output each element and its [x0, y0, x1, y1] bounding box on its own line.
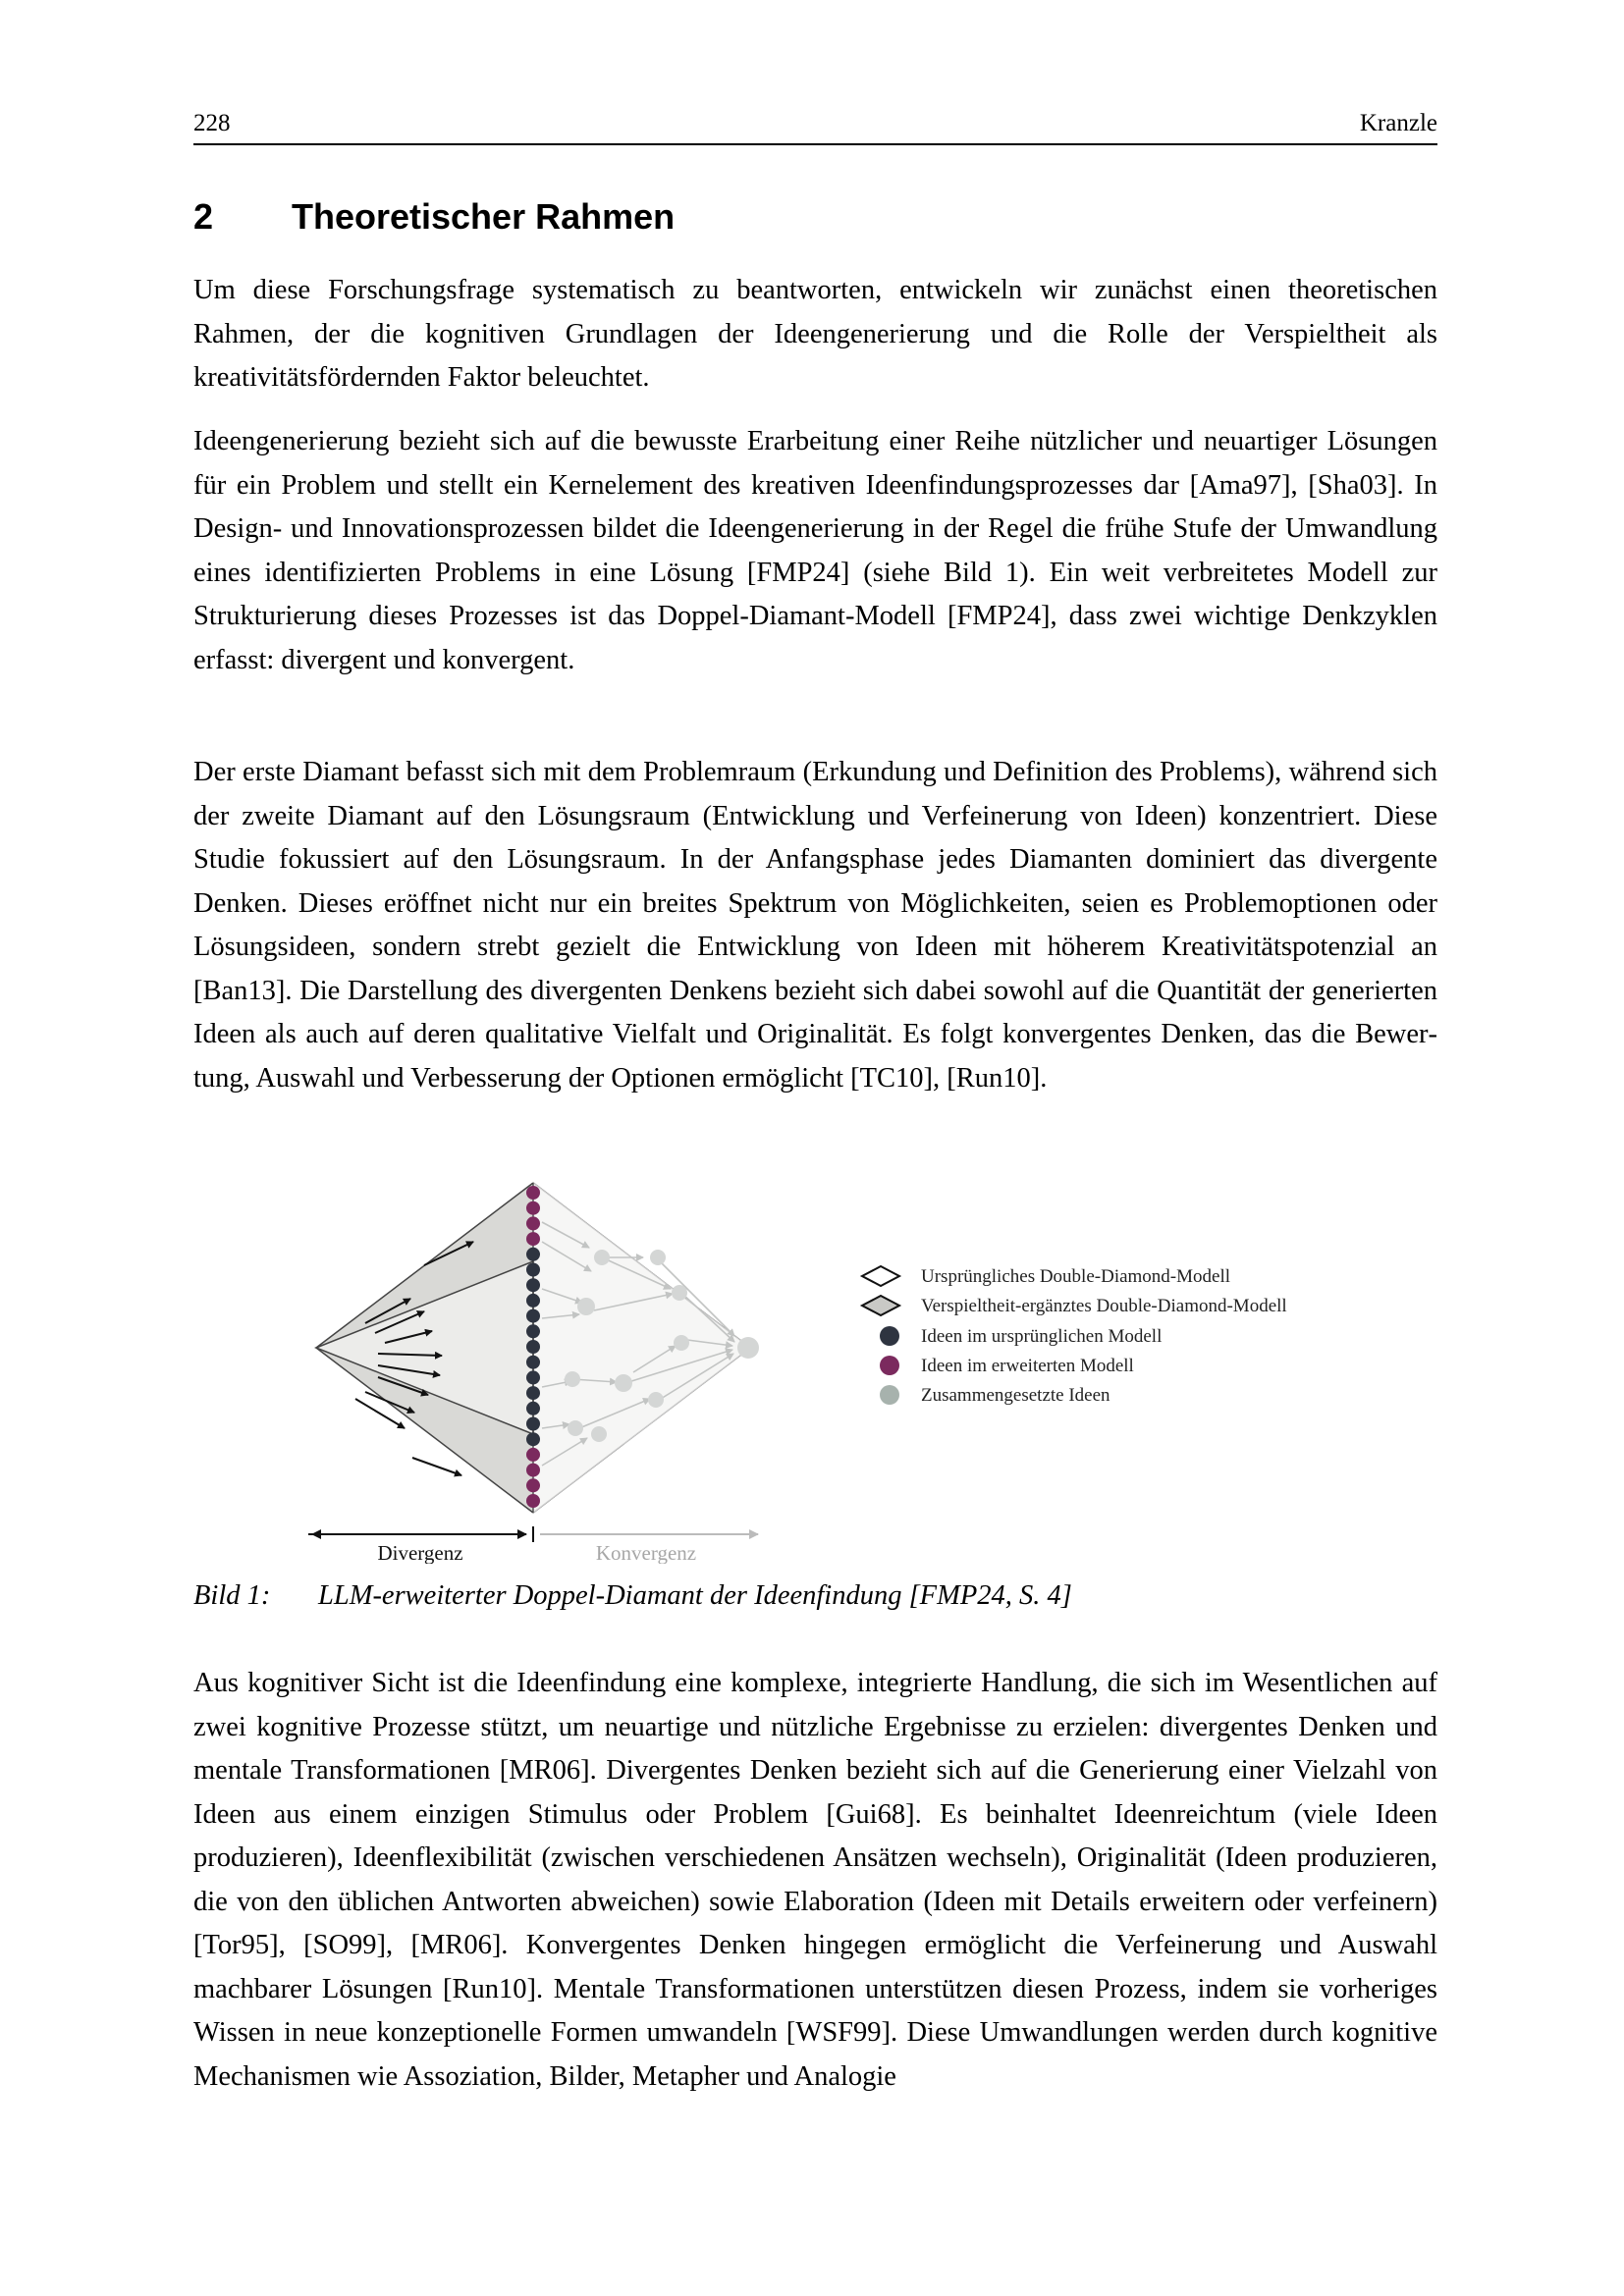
legend-item-composite-ideas	[880, 1385, 1110, 1406]
original-idea-dot	[526, 1370, 540, 1384]
composite-idea	[674, 1335, 689, 1351]
section-number: 2	[193, 196, 214, 237]
extended-idea-dot	[526, 1494, 540, 1508]
section-title: Theoretischer Rahmen	[292, 196, 676, 237]
original-idea-dot	[526, 1340, 540, 1354]
caption-text: LLM-erweiterter Doppel-Diamant der Ideenfindung [FMP24, S. 4]	[318, 1580, 1072, 1611]
figure-caption	[193, 1576, 1437, 1616]
legend-label: Ideen im ursprünglichen Modell	[921, 1326, 1163, 1347]
composite-idea	[591, 1426, 607, 1442]
extended-idea-dot	[526, 1464, 540, 1477]
legend-label: Zusammengesetzte Ideen	[921, 1385, 1110, 1406]
legend-item-original-ideas	[880, 1326, 1162, 1347]
legend-item-original-diamond	[862, 1266, 1230, 1287]
original-idea-dot	[526, 1402, 540, 1415]
composite-idea	[672, 1285, 687, 1301]
section-heading	[193, 196, 675, 238]
double-diamond-diagram	[295, 1171, 1375, 1564]
original-idea-dot	[526, 1294, 540, 1308]
composite-idea	[648, 1392, 664, 1408]
legend	[862, 1266, 1287, 1406]
extended-idea-dot	[526, 1448, 540, 1462]
dark-dot-icon	[880, 1326, 899, 1346]
composite-idea	[615, 1374, 632, 1392]
figure-double-diamond	[295, 1171, 1375, 1564]
composite-idea	[565, 1371, 580, 1387]
page-number: 228	[193, 110, 231, 136]
extended-idea-dot	[526, 1186, 540, 1200]
caption-label: Bild 1:	[193, 1580, 271, 1611]
legend-label: Verspieltheit-ergänztes Double-Diamond-Modell	[921, 1296, 1287, 1316]
original-idea-dot	[526, 1309, 540, 1323]
composite-idea	[577, 1298, 595, 1315]
extended-diamond-right	[533, 1183, 750, 1513]
paragraph-4: Aus kognitiver Sicht ist die Ideenfindung eine komplexe, integrierte Handlung, die sich im Wesentlichen auf zwei kognitive Prozesse stützt, um neuartige und nützliche Ergebnisse zu erzielen: divergentes Denken und mentale Transformationen [MR06]. Divergentes Denken bezieht sich auf die Generierung einer Vielzahl von Ideen aus einem einzigen Stimulus oder Problem [Gui68]. Es beinhaltet Ideenreichtum (viele Ideen produzieren), Ideenflexibilität (zwischen verschiedenen Ansätzen wechseln), Originalität (Ideen produzieren, die von den üblichen Antworten abweichen) sowie Elaboration (Ideen mit Details erweitern oder verfeinern) [Tor95], [SO99], [MR06]. Konvergentes Denken hingegen ermöglicht die Verfeinerung und Auswahl machbarer Lösungen [Run10]. Mentale Transformationen unterstützen diesen Prozess, indem sie vorheriges Wissen in neue konzeptionelle Formen umwandeln [WSF99]. Diese Umwandlungen werden durch kognitive Mechanismen wie Assoziation, Bilder, Metapher und Analogie	[193, 1668, 1437, 2092]
paragraph-3: Der erste Diamant befasst sich mit dem Problemraum (Erkundung und Definition des Problems), während sich der zweite Diamant auf den Lösungsraum (Entwicklung und Verfeinerung von Ideen) konzentriert. Diese Studie fokussiert auf den Lösungsraum. In der Anfangsphase jedes Diamanten dominiert das divergente Denken. Dieses eröffnet nicht nur ein breites Spektrum von Möglichkeiten, seien es Problemoptionen oder Lösungsideen, sondern strebt gezielt die Entwicklung von Ideen mit höherem Kreativitätspotenzial an [Ban13]. Die Darstellung des divergenten Denkens bezieht sich dabei sowohl auf die Quantität der generierten Ideen als auch auf deren qualitative Vielfalt und Originalität. Es folgt konvergentes Denken, das die Bewertung, Auswahl und Verbesserung der Optionen ermöglicht [TC10], [Run10].	[193, 757, 1437, 1094]
legend-item-extended-diamond	[862, 1296, 1287, 1316]
paragraph-2: Ideengenerierung bezieht sich auf die bewusste Erarbeitung einer Reihe nützlicher und neuartiger Lösungen für ein Problem und stellt ein Kernelement des kreativen Ideenfindungsprozesses dar [Ama97], [Sha03]. In Design- und Innovationsprozessen bildet die Ideengenerierung in der Regel die frühe Stufe der Umwandlung eines identifizierten Problems in eine Lösung [FMP24] (siehe Bild 1). Ein weit verbreitetes Modell zur Strukturierung dieses Prozesses ist das Doppel-Diamant-Modell [FMP24], dass zwei wichtige Denkzyklen erfasst: divergent und konvergent.	[193, 426, 1437, 675]
running-author: Kranzle	[1359, 110, 1437, 136]
extended-idea-dot	[526, 1216, 540, 1230]
original-idea-dot	[526, 1263, 540, 1277]
purple-dot-icon	[880, 1356, 899, 1375]
composite-idea-final	[737, 1337, 759, 1359]
original-idea-dot	[526, 1356, 540, 1369]
running-header	[193, 110, 1437, 145]
original-idea-dot	[526, 1278, 540, 1292]
axis-label-convergence: Konvergenz	[595, 1541, 697, 1564]
extended-idea-dot	[526, 1478, 540, 1492]
extended-idea-dot	[526, 1232, 540, 1246]
extended-idea-dot	[526, 1201, 540, 1215]
diamond-filled-icon	[862, 1296, 899, 1315]
axis-label-divergence: Divergenz	[377, 1541, 463, 1564]
divergence-arrow	[412, 1458, 461, 1475]
original-idea-dot	[526, 1248, 540, 1261]
legend-label: Ideen im erweiterten Modell	[921, 1356, 1134, 1376]
original-idea-dot	[526, 1417, 540, 1431]
grey-dot-icon	[880, 1385, 899, 1405]
composite-idea	[594, 1250, 610, 1265]
original-idea-dot	[526, 1432, 540, 1446]
composite-idea	[650, 1250, 666, 1265]
original-idea-dot	[526, 1386, 540, 1400]
legend-label: Ursprüngliches Double-Diamond-Modell	[921, 1266, 1231, 1287]
legend-item-extended-ideas	[880, 1356, 1134, 1376]
idea-column	[526, 1186, 540, 1508]
diamond-outline-icon	[862, 1266, 899, 1286]
composite-idea	[568, 1420, 583, 1436]
paragraph-1: Um diese Forschungsfrage systematisch zu beantworten, entwickeln wir zunächst einen theoretischen Rahmen, der die kognitiven Grundlagen der Ideengenerierung und die Rolle der Verspieltheit als kreativitätsfördernden Faktor beleuchtet.	[193, 275, 1437, 393]
original-idea-dot	[526, 1324, 540, 1338]
phase-axis	[308, 1526, 758, 1564]
